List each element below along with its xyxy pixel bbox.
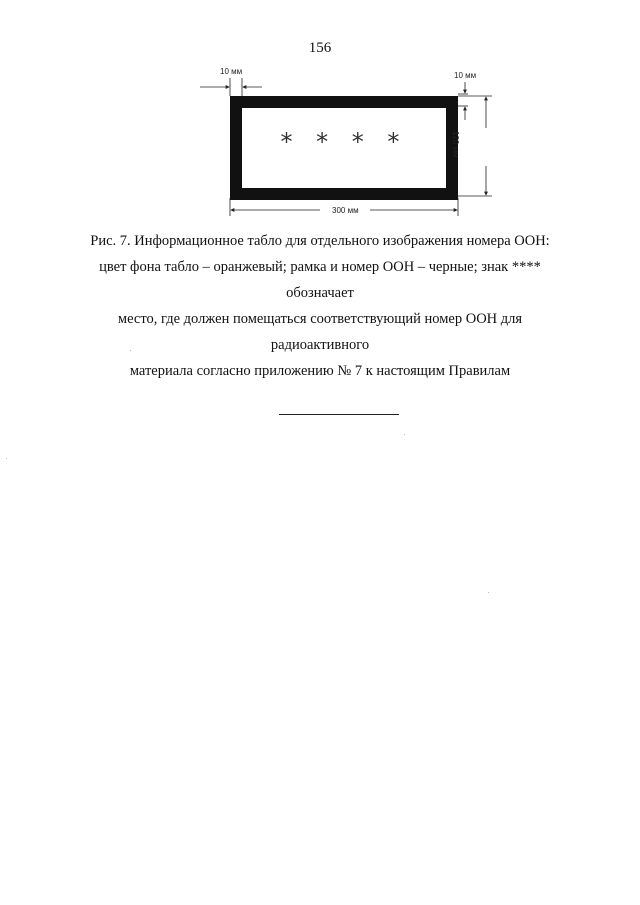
- dim-label-left-border: 10 мм: [220, 67, 243, 76]
- scan-speck: [404, 434, 405, 435]
- scan-speck: [6, 458, 7, 459]
- end-separator-line: [279, 414, 399, 415]
- un-number-placeholder: * * * *: [280, 128, 408, 156]
- caption-line: материала согласно приложению № 7 к настоящим Правилам: [129, 363, 511, 379]
- page-number: 156: [308, 40, 332, 56]
- scan-speck: [488, 592, 489, 593]
- dim-label-width: 300 мм: [329, 206, 362, 215]
- caption-line: цвет фона табло – оранжевый; рамка и номер ООН – черные; знак **** обозначает: [99, 259, 541, 301]
- caption-line: место, где должен помещаться соответствующий номер ООН для радиоактивного: [117, 311, 523, 353]
- dim-label-right-border: 10 мм: [454, 71, 477, 80]
- scan-speck: [130, 350, 131, 351]
- placard-figure: [0, 0, 640, 230]
- dim-label-height: 120 мм: [451, 131, 460, 158]
- figure-caption: [80, 228, 560, 384]
- caption-line: Рис. 7. Информационное табло для отдельного изображения номера ООН:: [90, 233, 550, 249]
- placard-frame: [230, 96, 458, 200]
